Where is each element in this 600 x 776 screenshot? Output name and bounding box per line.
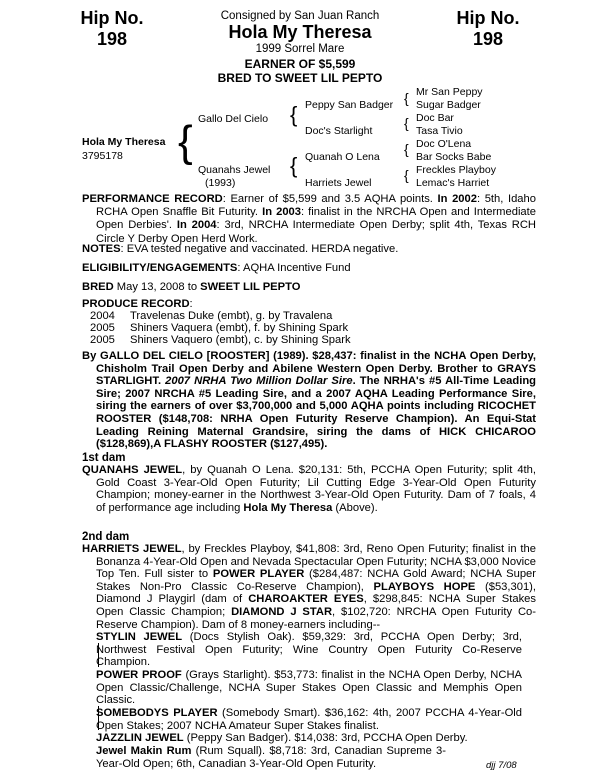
bred-line: BRED May 13, 2008 to SWEET LIL PEPTO bbox=[82, 281, 301, 293]
pedigree-sire: Gallo Del Cielo bbox=[198, 113, 269, 125]
brace-sd: { bbox=[404, 115, 409, 131]
pedigree-ddd: Lemac's Harriet bbox=[416, 177, 490, 189]
notes: NOTES: EVA tested negative and vaccinated. HERDA negative. bbox=[82, 243, 399, 255]
pedigree-dss: Doc O'Lena bbox=[416, 138, 472, 150]
pedigree-sds: Doc Bar bbox=[416, 112, 454, 124]
pedigree-dam: Quanahs Jewel bbox=[198, 164, 271, 176]
pedigree-dsd: Bar Socks Babe bbox=[416, 151, 492, 163]
produce-item: 2005 Shiners Vaquera (embt), f. by Shining Spark bbox=[90, 322, 349, 334]
sire-paragraph: By GALLO DEL CIELO [ROOSTER] (1989). $28,437: finalist in the NCHA Open Derby, Chisholm Trail Open Derby and Abilene Western Open Derby. Brother to GRAYS STARLIGHT. 2007 NRHA Two Million Dollar Sire. The NRHA's #5 All-Time Leading Sire; 2007 NRCHA #5 Leading Sire, and a 2007 AQHA Leading Performance Sire, siring the earners of over $3,700,000 and 5,000 AQHA points including RICOCHET ROOSTER ($148,708: NRHA Open Futurity Reserve Champion). An Equi-Stat Leading Reining Maternal Grandsire, siring the dams of HICK CHICAROO ($128,869),A FLASHY ROOSTER ($127,495). bbox=[82, 350, 537, 451]
first-dam-heading: 1st dam bbox=[82, 452, 126, 464]
consigner: Consigned by San Juan Ranch bbox=[220, 10, 380, 22]
pedigree-brace-dam: { bbox=[290, 153, 298, 178]
eligibility: ELIGIBILITY/ENGAGEMENTS: AQHA Incentive Fund bbox=[82, 262, 351, 274]
hip-label-right: Hip No. bbox=[456, 8, 520, 28]
pedigree-dam-year: (1993) bbox=[205, 177, 236, 189]
hip-label-left: Hip No. bbox=[80, 8, 144, 28]
brace-ss: { bbox=[404, 90, 409, 106]
horse-name-title: Hola My Theresa bbox=[228, 22, 372, 42]
earnings-line: EARNER OF $5,599 bbox=[244, 57, 356, 71]
pedigree-sss: Mr San Peppy bbox=[416, 86, 483, 98]
offspring-item: Jewel Makin Rum (Rum Squall). $8,718: 3rd, Canadian Supreme 3-Year-Old Open; 6th, Canadian 3-Year-Old Open Futurity. bbox=[96, 745, 446, 770]
offspring-item: JAZZLIN JEWEL (Peppy San Badger). $14,038: 3rd, PCCHA Open Derby. bbox=[96, 732, 468, 744]
pedigree-dd: Harriets Jewel bbox=[305, 177, 372, 189]
pedigree-sdd: Tasa Tivio bbox=[416, 125, 463, 137]
pedigree-dds: Freckles Playboy bbox=[416, 164, 496, 176]
hip-number-right: 198 bbox=[472, 29, 504, 49]
first-dam-paragraph: QUANAHS JEWEL, by Quanah O Lena. $20,131: 5th, PCCHA Open Futurity; split 4th, Gold Coast 3-Year-Old Open Futurity; Lil Cutting Edge 3-Year-Old Open Futurity Champion; money-earner in the Northwest 3-Year-Old Open Futurity. Dam of 7 foals, 4 of performance age including Hola My Theresa (Above). bbox=[82, 464, 536, 514]
pedigree-horse: Hola My Theresa bbox=[82, 136, 166, 148]
pedigree-brace-sire: { bbox=[290, 102, 298, 127]
second-dam-heading: 2nd dam bbox=[82, 531, 130, 543]
bred-to-line: BRED TO SWEET LIL PEPTO bbox=[217, 71, 383, 85]
pedigree-ds: Quanah O Lena bbox=[305, 151, 380, 163]
year-description: 1999 Sorrel Mare bbox=[255, 43, 345, 55]
footer-initials: djj 7/08 bbox=[486, 760, 517, 771]
performance-record: PERFORMANCE RECORD: Earner of $5,599 and 3.5 AQHA points. In 2002: 5th, Idaho RCHA Open Snaffle Bit Futurity. In 2003: finalist in the NRCHA Open and Intermediate Open Derbies'. In 2004: 3rd, NRCHA Intermediate Open Derby; split 4th, Texas RCH Circle Y Derby Open Herd Work. bbox=[82, 193, 536, 245]
pedigree-brace-main: { bbox=[178, 117, 193, 166]
pedigree-reg-number: 3795178 bbox=[82, 150, 123, 162]
second-dam-paragraph: HARRIETS JEWEL, by Freckles Playboy, $41,808: 3rd, Reno Open Futurity; finalist in the Bonanza 4-Year-Old Open and Nevada Spectacular Open Futurity; NCHA $3,000 Novice Top Ten. Full sister to POWER PLAYER ($284,487: NCHA Gold Award; NCHA Super Stakes Non-Pro Classic Co-Reserve Champion), PLAYBOYS HOPE ($53,301), Diamond J Playgirl (dam of CHAROAKTER EYES, $298,845: NCHA Super Stakes Open Classic Champion; DIAMOND J STAR, $102,720: NRCHA Open Futurity Co-Reserve Champion). Dam of 8 money-earners including-- bbox=[82, 543, 537, 631]
produce-record-heading: PRODUCE RECORD: bbox=[82, 298, 193, 310]
produce-item: 2004 Travelenas Duke (embt), g. by Travalena bbox=[90, 310, 333, 322]
produce-item: 2005 Shiners Vaquero (embt), c. by Shining Spark bbox=[90, 334, 351, 346]
pedigree-ssd: Sugar Badger bbox=[416, 99, 481, 111]
offspring-item: STYLIN JEWEL (Docs Stylish Oak). $59,329: 3rd, PCCHA Open Derby; 3rd, Northwest Festival Open Futurity; Wine Country Open Futurity Co-Reserve Champion. bbox=[96, 631, 522, 669]
offspring-item: SOMEBODYS PLAYER (Somebody Smart). $36,162: 4th, 2007 PCCHA 4-Year-Old Open Stakes; 2007 NCHA Amateur Super Stakes finalist. bbox=[96, 707, 522, 732]
pedigree-ss: Peppy San Badger bbox=[305, 99, 394, 111]
pedigree-sd: Doc's Starlight bbox=[305, 125, 373, 137]
brace-ds: { bbox=[404, 141, 409, 157]
brace-dd: { bbox=[404, 167, 409, 183]
hip-number-left: 198 bbox=[96, 29, 128, 49]
offspring-item: POWER PROOF (Grays Starlight). $53,773: finalist in the NCHA Open Derby, NCHA Open Classic/Challenge, NCHA Super Stakes Open Classic and Memphis Open Classic. bbox=[96, 669, 522, 707]
